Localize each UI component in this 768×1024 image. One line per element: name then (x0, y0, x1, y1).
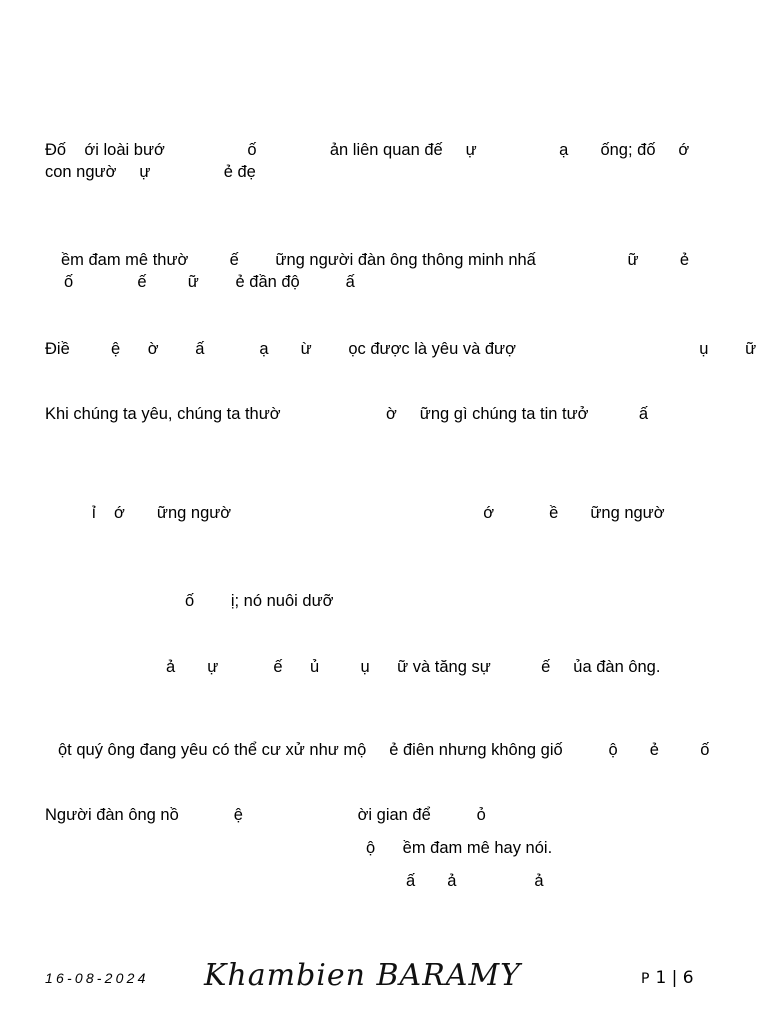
paragraph-line: Điề ệ ờ ấ ạ ừ ọc được là yêu và đượ ụ ữ (45, 340, 757, 358)
page-prefix: P (641, 971, 650, 987)
paragraph-line: ả ự ế ủ ụ ữ và tăng sự ế ủa đàn ông. (166, 658, 661, 676)
paragraph-line: Khi chúng ta yêu, chúng ta thườ ờ ững gì chúng ta tin tưở ấ (45, 405, 649, 423)
paragraph-line: ột quý ông đang yêu có thể cư xử như mộ ẻ điên nhưng không giố ộ ẻ ố (58, 741, 710, 759)
paragraph-line: ố ế ữ ẻ đần độ ấ (64, 273, 355, 291)
paragraph-line: con ngườ ự ẻ đẹ (45, 163, 256, 181)
paragraph-line: ấ ả ả (406, 872, 544, 890)
paragraph-line: ỉ ớ ững ngườ ớ ề ững ngườ (92, 504, 665, 522)
paragraph-line: ố ị; nó nuôi dưỡ (185, 592, 334, 610)
paragraph-line: Đố ới loài bướ ố ản liên quan đế ự ạ ống; đố ớ (45, 141, 690, 159)
page-count: 1 | 6 (655, 968, 694, 988)
author-signature: Khambien BARAMY (204, 958, 521, 993)
paragraph-line: Người đàn ông nồ ệ ời gian để ỏ (45, 806, 486, 824)
paragraph-line: ềm đam mê thườ ế ững người đàn ông thông minh nhấ ữ ẻ (61, 251, 690, 269)
page-number (641, 968, 694, 988)
paragraph-line: ộ ềm đam mê hay nói. (366, 839, 553, 857)
footer-date: 16-08-2024 (45, 970, 149, 986)
